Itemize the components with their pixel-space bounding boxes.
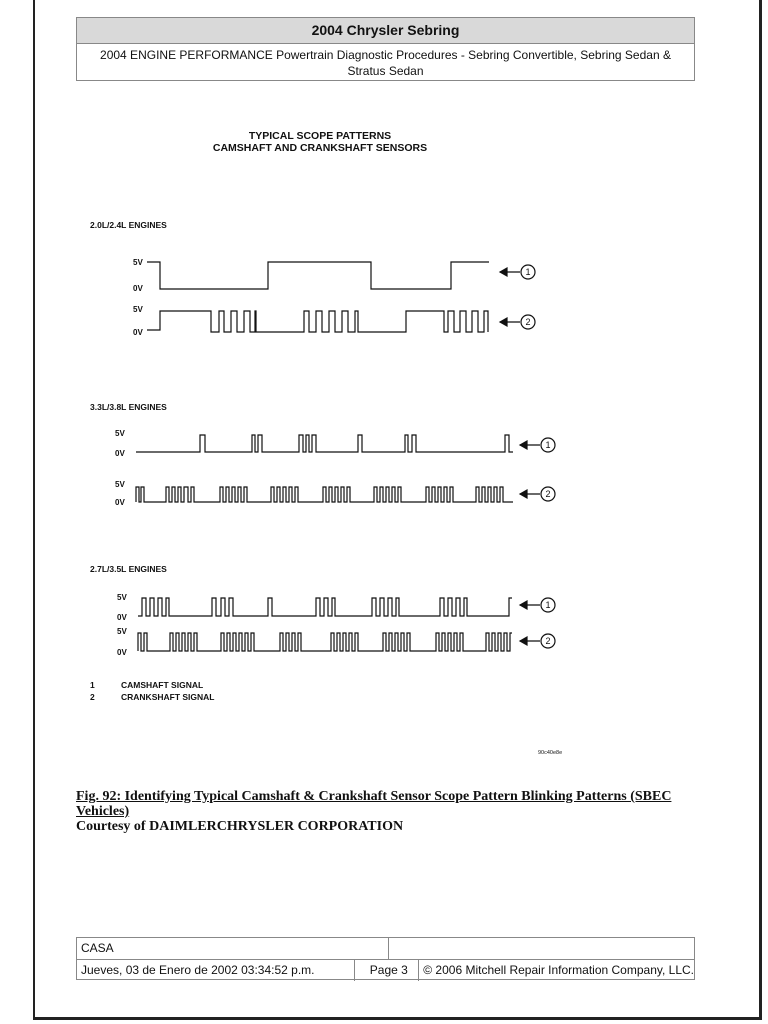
- document-header: [76, 17, 695, 81]
- figure-image-id: 90c40e8e: [538, 750, 563, 756]
- camshaft-waveform: [136, 435, 513, 452]
- callout-number-2: 2: [545, 636, 551, 646]
- camshaft-waveform: [147, 262, 489, 289]
- crankshaft-waveform: [147, 311, 488, 332]
- crankshaft-waveform: [138, 633, 512, 651]
- section-label-2-7l-3-5l: 2.7L/3.5L ENGINES: [90, 564, 167, 574]
- level-0v-label: 0V: [115, 498, 125, 507]
- callout-number-1: 1: [545, 440, 551, 450]
- crankshaft-waveform: [136, 487, 513, 502]
- footer-row: [77, 938, 694, 959]
- legend-number-2: 2: [90, 692, 95, 702]
- footer-copyright: © 2006 Mitchell Repair Information Company, LLC.: [418, 960, 694, 981]
- level-5v-label: 5V: [117, 627, 127, 636]
- callout-number-1: 1: [525, 267, 531, 277]
- legend-number-1: 1: [90, 680, 95, 690]
- level-0v-label: 0V: [117, 613, 127, 622]
- level-5v-label: 5V: [115, 429, 125, 438]
- section-label-3-3l-3-8l: 3.3L/3.8L ENGINES: [90, 402, 167, 412]
- level-5v-label: 5V: [115, 480, 125, 489]
- diagram-title-line2: CAMSHAFT AND CRANKSHAFT SENSORS: [212, 142, 428, 154]
- legend-text-crankshaft: CRANKSHAFT SIGNAL: [121, 692, 215, 702]
- document-subtitle: 2004 ENGINE PERFORMANCE Powertrain Diagnostic Procedures - Sebring Convertible, Sebring Sedan & Stratus Sedan: [100, 48, 671, 78]
- section-label-2-0l-2-4l: 2.0L/2.4L ENGINES: [90, 220, 167, 230]
- level-0v-label: 0V: [115, 449, 125, 458]
- level-0v-label: 0V: [117, 648, 127, 657]
- level-0v-label: 0V: [133, 284, 143, 293]
- document-footer: [76, 937, 695, 980]
- level-5v-label: 5V: [117, 593, 127, 602]
- scope-pattern-diagram: [76, 120, 696, 760]
- diagram-title-line1: TYPICAL SCOPE PATTERNS: [248, 130, 392, 142]
- level-5v-label: 5V: [133, 305, 143, 314]
- camshaft-waveform: [138, 598, 512, 616]
- level-5v-label: 5V: [133, 258, 143, 267]
- callout-number-1: 1: [545, 600, 551, 610]
- callout-number-2: 2: [545, 489, 551, 499]
- footer-date: Jueves, 03 de Enero de 2002 03:34:52 p.m.: [81, 963, 315, 977]
- level-0v-label: 0V: [133, 328, 143, 337]
- footer-page-number: Page 3: [354, 960, 418, 981]
- document-title: 2004 Chrysler Sebring: [77, 18, 694, 44]
- figure-caption: [76, 789, 696, 834]
- footer-row: [77, 959, 694, 981]
- footer-company: CASA: [81, 941, 114, 955]
- figure-courtesy: Courtesy of DAIMLERCHRYSLER CORPORATION: [76, 819, 404, 834]
- figure-caption-title: Fig. 92: Identifying Typical Camshaft & Crankshaft Sensor Scope Pattern Blinking Patterns (SBEC Vehicles): [76, 789, 672, 819]
- callout-number-2: 2: [525, 317, 531, 327]
- footer-empty-cell: [388, 938, 694, 959]
- legend-text-camshaft: CAMSHAFT SIGNAL: [121, 680, 204, 690]
